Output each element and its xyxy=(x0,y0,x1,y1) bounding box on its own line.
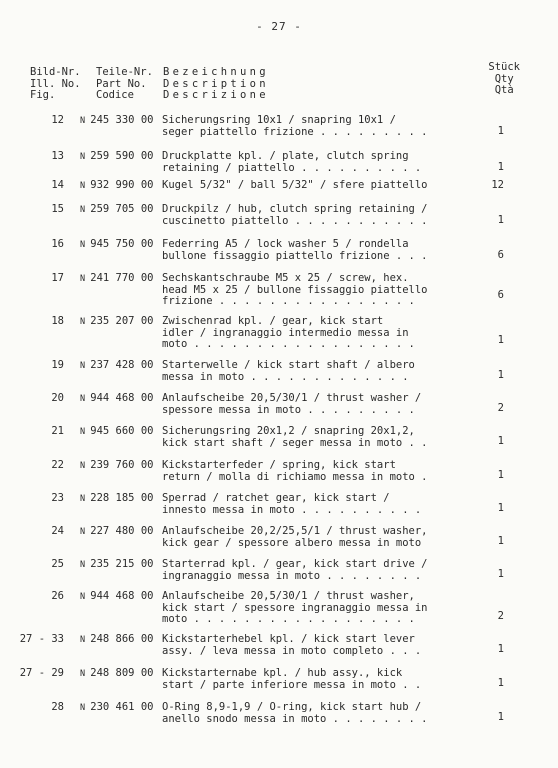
quantity: 12 xyxy=(491,179,504,191)
fig-number: 18 xyxy=(51,315,64,327)
part-description: Druckplatte kpl. / plate, clutch spring retaining / piattello . . . . . . . . . . xyxy=(162,150,422,174)
part-description: Anlaufscheibe 20,2/25,5/1 / thrust washer, kick gear / spessore albero messa in moto xyxy=(162,525,428,549)
fig-number: 19 xyxy=(51,359,64,371)
fig-number: 28 xyxy=(51,701,64,713)
header-quantity: Stück Qty Qtà xyxy=(488,61,520,96)
quantity: 2 xyxy=(497,610,504,622)
quantity: 1 xyxy=(497,369,504,381)
part-description: Starterwelle / kick start shaft / albero messa in moto . . . . . . . . . . . . . xyxy=(162,359,415,383)
part-number: 230 461 00 xyxy=(90,701,154,713)
part-description: Sicherungsring 20x1,2 / snapring 20x1,2, kick start shaft / seger messa in moto . . xyxy=(162,425,428,449)
part-number: 945 750 00 xyxy=(90,238,154,250)
part-number: 248 866 00 xyxy=(90,633,154,645)
part-description: Anlaufscheibe 20,5/30/1 / thrust washer / spessore messa in moto . . . . . . . . . xyxy=(162,392,422,416)
fig-number: 12 xyxy=(51,114,64,126)
fig-number: 27 - 33 xyxy=(19,633,64,645)
part-number: 227 480 00 xyxy=(90,525,154,537)
quantity: 1 xyxy=(497,214,504,226)
part-number: 944 468 00 xyxy=(90,392,154,404)
part-description: Zwischenrad kpl. / gear, kick start idler / ingranaggio intermedio messa in moto . . . . . . . . . . . . . . . . . . xyxy=(162,315,415,350)
fig-number: 14 xyxy=(51,179,64,191)
part-number: 245 330 00 xyxy=(90,114,154,126)
part-description: Starterrad kpl. / gear, kick start drive / ingranaggio messa in moto . . . . . . . . xyxy=(162,558,428,582)
part-description: Kugel 5/32" / ball 5/32" / sfere piattello xyxy=(162,179,428,191)
quantity: 1 xyxy=(497,677,504,689)
part-number: 944 468 00 xyxy=(90,590,154,602)
fig-number: 17 xyxy=(51,272,64,284)
header-part-no: Teile-Nr. Part No. Codice xyxy=(96,66,153,101)
part-number: 259 590 00 xyxy=(90,150,154,162)
quantity: 1 xyxy=(497,711,504,723)
fig-number: 20 xyxy=(51,392,64,404)
part-description: Sperrad / ratchet gear, kick start / innesto messa in moto . . . . . . . . . . xyxy=(162,492,422,516)
quantity: 1 xyxy=(497,469,504,481)
part-number: 235 215 00 xyxy=(90,558,154,570)
part-description: Kickstarterfeder / spring, kick start return / molla di richiamo messa in moto . xyxy=(162,459,428,483)
fig-number: 25 xyxy=(51,558,64,570)
quantity: 1 xyxy=(497,502,504,514)
part-description: Sicherungsring 10x1 / snapring 10x1 / seger piattello frizione . . . . . . . . . xyxy=(162,114,428,138)
fig-number: 16 xyxy=(51,238,64,250)
part-number: 932 990 00 xyxy=(90,179,154,191)
column-header xyxy=(0,62,558,108)
quantity: 1 xyxy=(497,125,504,137)
part-number: 259 705 00 xyxy=(90,203,154,215)
fig-number: 13 xyxy=(51,150,64,162)
header-description: Bezeichnung Description Descrizione xyxy=(163,66,269,101)
part-description: Anlaufscheibe 20,5/30/1 / thrust washer, kick start / spessore ingranaggio messa in moto . . . . . . . . . . . . . . . . . . xyxy=(162,590,428,625)
part-description: O-Ring 8,9-1,9 / O-ring, kick start hub / anello snodo messa in moto . . . . . . . . xyxy=(162,701,428,725)
part-number: 235 207 00 xyxy=(90,315,154,327)
quantity: 1 xyxy=(497,435,504,447)
part-number: 228 185 00 xyxy=(90,492,154,504)
parts-list-page: - 27 - Bild-Nr. Ill. No. Fig. Teile-Nr. Part No. Codice Bezeichnung Description Descrizione Stück Qty Qtà 12 N 245 330 00 Sicherungsring 10x1 / snapring 10x1 / seger piattello frizione . . . . . . . . . 1 13 N 259 590 00 Druckplatte kpl. / plate, clutch spring retaining / piattello . . . . . . . . . . 1 14 N 932 990 00 Kugel 5/32" / ball 5/32" / sfere piattello 12 15 N 259 705 00 Druckpilz / hub, clutch spring retaining / cuscinetto piattello . . . . . . . . . . . 1 16 N 945 750 00 Federring A5 / lock washer 5 / rondella bullone fissaggio piattello frizione . . . 6 17 N 241 770 00 Sechskantschraube M5 x 25 / screw, hex. head M5 x 25 / bullone fissaggio piattello frizione . . . . . . . . . . . . . . . . 6 18 N 235 207 00 Zwischenrad kpl. / gear, kick start idler / ingranaggio intermedio messa in moto . . . . . . . . . . . . . . . . . . 1 19 N 237 428 00 Starterwelle / kick start shaft / albero messa in moto . . . . . . . . . . . . . 1 20 N 944 468 00 Anlaufscheibe 20,5/30/1 / thrust washer / spessore messa in moto . . . . . . . . . 2 21 N 945 660 00 Sicherungsring 20x1,2 / snapring 20x1,2, kick start shaft / seger messa in moto . . 1 22 N 239 760 00 Kickstarterfeder / spring, kick start return / molla di richiamo messa in moto . 1 23 N 228 185 00 Sperrad / ratchet gear, kick start / innesto messa in moto . . . . . . . . . . 1 24 N 227 480 00 Anlaufscheibe 20,2/25,5/1 / thrust washer, kick gear / spessore albero messa in moto 1 25 N 235 215 00 Starterrad kpl. / gear, kick start drive / ingranaggio messa in moto . . . . . . . . 1 26 N 944 468 00 Anlaufscheibe 20,5/30/1 / thrust washer, kick start / spessore ingranaggio messa in moto . . . . . . . . . . . . . . . . . . 2 27 - 33 N 248 866 00 Kickstarterhebel kpl. / kick start lever assy. / leva messa in moto completo . . . 1 27 - 29 N 248 809 00 Kickstarternabe kpl. / hub assy., kick start / parte inferiore messa in moto . . 1 28 N 230 461 00 O-Ring 8,9-1,9 / O-ring, kick start hub / anello snodo messa in moto . . . . . . . . 1 xyxy=(0,0,558,768)
quantity: 1 xyxy=(497,334,504,346)
part-description: Sechskantschraube M5 x 25 / screw, hex. head M5 x 25 / bullone fissaggio piattello frizione . . . . . . . . . . . . . . . . xyxy=(162,272,428,307)
part-number: 237 428 00 xyxy=(90,359,154,371)
quantity: 1 xyxy=(497,161,504,173)
fig-number: 24 xyxy=(51,525,64,537)
part-description: Kickstarterhebel kpl. / kick start lever assy. / leva messa in moto completo . . . xyxy=(162,633,422,657)
quantity: 6 xyxy=(497,289,504,301)
fig-number: 27 - 29 xyxy=(19,667,64,679)
part-number: 248 809 00 xyxy=(90,667,154,679)
fig-number: 15 xyxy=(51,203,64,215)
fig-number: 21 xyxy=(51,425,64,437)
quantity: 2 xyxy=(497,402,504,414)
quantity: 1 xyxy=(497,535,504,547)
quantity: 1 xyxy=(497,568,504,580)
part-number: 945 660 00 xyxy=(90,425,154,437)
fig-number: 22 xyxy=(51,459,64,471)
part-number: 239 760 00 xyxy=(90,459,154,471)
quantity: 6 xyxy=(497,249,504,261)
page-number: - 27 - xyxy=(256,20,302,33)
part-number: 241 770 00 xyxy=(90,272,154,284)
part-description: Federring A5 / lock washer 5 / rondella bullone fissaggio piattello frizione . . . xyxy=(162,238,428,262)
header-fig: Bild-Nr. Ill. No. Fig. xyxy=(30,66,81,101)
quantity: 1 xyxy=(497,643,504,655)
fig-number: 23 xyxy=(51,492,64,504)
fig-number: 26 xyxy=(51,590,64,602)
part-description: Kickstarternabe kpl. / hub assy., kick start / parte inferiore messa in moto . . xyxy=(162,667,422,691)
part-description: Druckpilz / hub, clutch spring retaining / cuscinetto piattello . . . . . . . . . . . xyxy=(162,203,428,227)
